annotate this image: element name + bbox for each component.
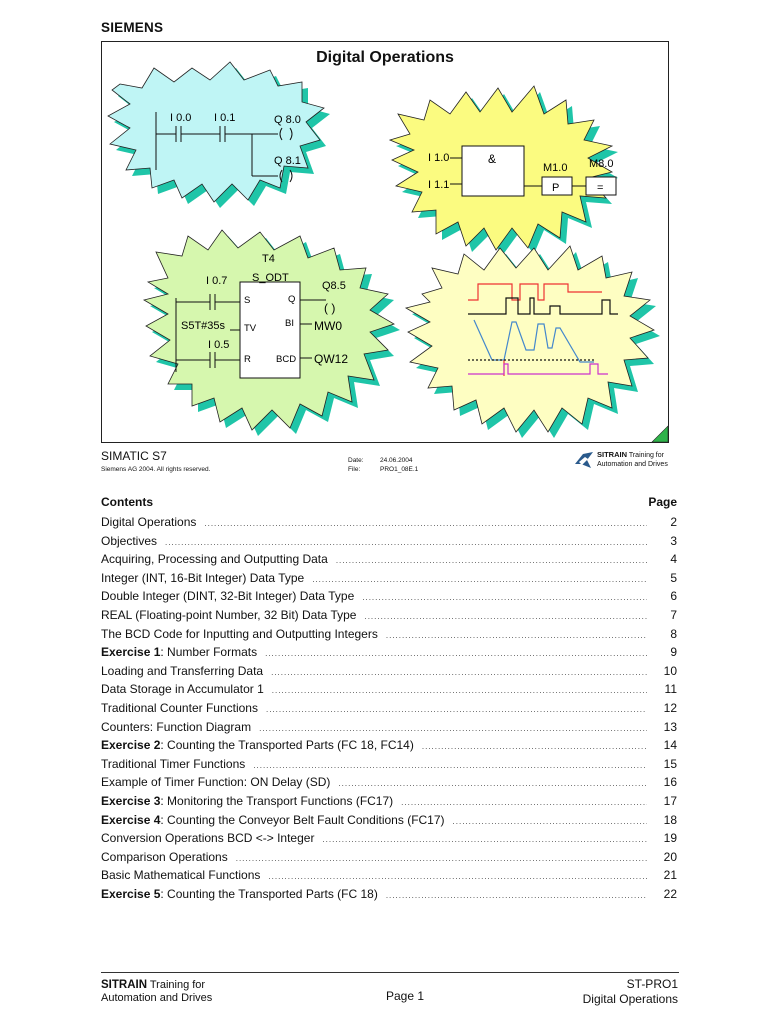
- toc-entry-title: [101, 738, 414, 752]
- waveform-burst: [406, 246, 660, 438]
- toc-entry[interactable]: [101, 850, 677, 869]
- toc-entry-page: 4: [670, 552, 677, 567]
- toc-entry-text: Counters: Function Diagram: [101, 719, 252, 734]
- toc-entry[interactable]: [101, 887, 677, 906]
- toc-entry-text: Traditional Counter Functions: [101, 700, 258, 715]
- toc-entry-exercise: Exercise 1: [101, 645, 161, 660]
- ladder-contact2-label: I 0.1: [214, 112, 236, 124]
- toc-leader-dots: [322, 835, 647, 844]
- toc-entry-text: Conversion Operations BCD <-> Integer: [101, 831, 315, 846]
- toc-entry[interactable]: [101, 775, 677, 794]
- toc-entry-text: Comparison Operations: [101, 849, 228, 864]
- toc-entry[interactable]: [101, 515, 677, 534]
- toc-entry[interactable]: [101, 701, 677, 720]
- toc-entry-page: 22: [663, 886, 677, 901]
- toc-entry-page: 21: [663, 868, 677, 883]
- toc-entry-title: [101, 571, 304, 585]
- ladder-coil2-label: Q 8.1: [274, 155, 301, 167]
- toc-entry[interactable]: [101, 571, 677, 590]
- timer-pin-bi: BI: [285, 318, 294, 329]
- toc-leader-dots: [422, 742, 647, 751]
- toc-entry[interactable]: [101, 757, 677, 776]
- sitrain-text: [597, 450, 668, 469]
- toc-leader-dots: [364, 612, 647, 621]
- toc-entry-exercise: Exercise 4: [101, 812, 161, 827]
- footer-page-number: Page 1: [386, 989, 425, 1003]
- toc-entry[interactable]: [101, 589, 677, 608]
- toc-entry-title: [101, 589, 354, 603]
- table-of-contents: [101, 515, 677, 905]
- toc-entry-page: 9: [670, 645, 677, 660]
- toc-entry-page: 18: [663, 812, 677, 827]
- toc-leader-dots: [271, 668, 647, 677]
- toc-leader-dots: [265, 649, 647, 658]
- toc-leader-dots: [401, 798, 647, 807]
- toc-entry-text: : Number Formats: [160, 645, 258, 660]
- page-column-label: Page: [648, 495, 677, 509]
- toc-leader-dots: [259, 724, 647, 733]
- toc-entry[interactable]: [101, 831, 677, 850]
- footer-divider: [101, 972, 679, 973]
- footer-sitrain-name: SITRAIN: [101, 979, 147, 991]
- toc-entry-page: 14: [663, 738, 677, 753]
- timer-q-output-label: Q8.5: [322, 280, 346, 292]
- footer-topic: Digital Operations: [582, 992, 678, 1006]
- toc-entry-page: 5: [670, 570, 677, 585]
- toc-entry-text: Loading and Transferring Data: [101, 663, 264, 678]
- product-name: SIMATIC S7: [101, 449, 167, 463]
- toc-entry-page: 15: [663, 756, 677, 771]
- timer-r-input-label: I 0.5: [208, 339, 230, 351]
- toc-leader-dots: [253, 761, 647, 770]
- timer-pin-r: R: [244, 354, 251, 365]
- toc-entry-page: 13: [663, 719, 677, 734]
- fbd-assign-box: =: [597, 182, 604, 194]
- toc-entry-title: [101, 775, 330, 789]
- footer-course-code: ST-PRO1: [626, 977, 678, 991]
- corner-mark: [652, 426, 668, 442]
- toc-leader-dots: [453, 817, 647, 826]
- toc-entry-text: : Monitoring the Transport Functions (FC17): [160, 793, 394, 808]
- slide-graphics: [102, 42, 668, 442]
- contents-header: [101, 495, 677, 509]
- toc-entry-title: [101, 757, 245, 771]
- sitrain-name: SITRAIN: [597, 450, 627, 459]
- timer-number: T4: [262, 253, 275, 265]
- toc-entry-page: 12: [663, 700, 677, 715]
- toc-entry[interactable]: [101, 794, 677, 813]
- file-value: PRO1_08E.1: [380, 466, 419, 473]
- toc-entry[interactable]: [101, 534, 677, 553]
- fbd-input1-label: I 1.0: [428, 152, 450, 164]
- siemens-logo: SIEMENS: [101, 20, 164, 35]
- toc-leader-dots: [312, 575, 647, 584]
- copyright: Siemens AG 2004. All rights reserved.: [101, 466, 211, 473]
- timer-pin-s: S: [244, 295, 251, 306]
- toc-entry-text: : Counting the Transported Parts (FC 18): [160, 886, 378, 901]
- toc-entry-text: Data Storage in Accumulator 1: [101, 682, 264, 697]
- toc-entry-page: 7: [670, 607, 677, 622]
- toc-leader-dots: [268, 872, 647, 881]
- toc-entry-page: 8: [670, 626, 677, 641]
- toc-entry-page: 2: [670, 515, 677, 529]
- timer-tv-value: S5T#35s: [181, 320, 226, 332]
- toc-entry-page: 11: [664, 682, 677, 697]
- timer-bcd-output: QW12: [314, 352, 349, 366]
- toc-entry[interactable]: [101, 813, 677, 832]
- toc-leader-dots: [165, 538, 647, 547]
- timer-pin-bcd: BCD: [276, 354, 297, 365]
- toc-entry[interactable]: [101, 664, 677, 683]
- toc-leader-dots: [272, 686, 647, 695]
- toc-entry-title: [101, 645, 257, 659]
- timer-pin-tv: TV: [244, 323, 257, 334]
- toc-entry-title: [101, 813, 445, 827]
- toc-entry[interactable]: [101, 738, 677, 757]
- toc-entry[interactable]: [101, 608, 677, 627]
- slide-meta-left: [101, 449, 210, 473]
- sitrain-logo-icon: [573, 450, 595, 470]
- toc-entry[interactable]: [101, 868, 677, 887]
- timer-burst: [144, 230, 400, 436]
- fbd-and-symbol: &: [488, 152, 497, 166]
- fbd-flag2-label: M8.0: [589, 158, 614, 170]
- toc-leader-dots: [362, 593, 647, 602]
- date-label: Date:: [348, 457, 364, 464]
- toc-entry-title: [101, 701, 258, 715]
- toc-entry-text: Basic Mathematical Functions: [101, 868, 261, 883]
- toc-entry-exercise: Exercise 3: [101, 793, 161, 808]
- toc-entry-title: [101, 534, 157, 548]
- toc-entry-title: [101, 552, 328, 566]
- fbd-p-box: P: [552, 182, 560, 194]
- toc-entry-page: 10: [663, 663, 677, 678]
- toc-entry-exercise: Exercise 5: [101, 886, 161, 901]
- toc-entry-text: REAL (Floating-point Number, 32 Bit) Data Type: [101, 607, 357, 622]
- timer-s-input-label: I 0.7: [206, 275, 228, 287]
- toc-entry-title: [101, 850, 228, 864]
- toc-entry-title: [101, 627, 378, 641]
- date-value: 24.06.2004: [380, 457, 413, 464]
- toc-entry[interactable]: [101, 627, 677, 646]
- toc-entry-text: : Counting the Conveyor Belt Fault Conditions (FC17): [160, 812, 445, 827]
- toc-leader-dots: [204, 519, 647, 528]
- toc-entry-title: [101, 608, 356, 622]
- toc-entry-text: : Counting the Transported Parts (FC 18, FC14): [160, 738, 414, 753]
- toc-entry-title: [101, 682, 264, 696]
- file-label: File:: [348, 466, 361, 473]
- toc-entry-page: 20: [663, 849, 677, 864]
- toc-leader-dots: [266, 705, 647, 714]
- timer-bi-output: MW0: [314, 319, 342, 333]
- toc-entry-text: Traditional Timer Functions: [101, 756, 246, 771]
- toc-entry-title: [101, 515, 196, 529]
- toc-entry-title: [101, 794, 393, 808]
- toc-entry-exercise: Exercise 2: [101, 738, 161, 753]
- toc-leader-dots: [386, 891, 647, 900]
- toc-entry[interactable]: [101, 682, 677, 701]
- slide-meta-info: [348, 456, 418, 474]
- toc-entry-title: [101, 664, 263, 678]
- toc-entry-page: 3: [670, 533, 677, 548]
- toc-entry-page: 6: [670, 589, 677, 604]
- footer-training2: Automation and Drives: [101, 992, 213, 1004]
- toc-entry-text: The BCD Code for Inputting and Outputting Integers: [101, 626, 378, 641]
- timer-type: S_ODT: [252, 272, 289, 284]
- footer-training1: Training for: [149, 979, 206, 991]
- toc-entry[interactable]: [101, 552, 677, 571]
- timer-coil: ( ): [324, 301, 336, 315]
- toc-entry-text: Integer (INT, 16-Bit Integer) Data Type: [101, 570, 305, 585]
- contents-title: Contents: [101, 495, 153, 509]
- toc-entry-title: [101, 720, 251, 734]
- toc-leader-dots: [338, 779, 647, 788]
- footer-course: [583, 977, 678, 1007]
- toc-entry-text: Acquiring, Processing and Outputting Data: [101, 552, 328, 567]
- toc-entry-page: 16: [663, 775, 677, 790]
- toc-leader-dots: [386, 631, 647, 640]
- toc-entry-page: 17: [663, 793, 677, 808]
- ladder-burst: [108, 62, 330, 208]
- toc-entry-title: [101, 887, 378, 901]
- fbd-input2-label: I 1.1: [428, 179, 450, 191]
- footer-sitrain: [101, 979, 212, 1005]
- toc-entry[interactable]: [101, 720, 677, 739]
- toc-entry-title: [101, 831, 314, 845]
- slide-title: Digital Operations: [316, 49, 454, 66]
- fbd-flag1-label: M1.0: [543, 162, 568, 174]
- toc-entry-title: [101, 868, 260, 882]
- toc-entry-text: Digital Operations: [101, 515, 197, 529]
- ladder-contact1-label: I 0.0: [170, 112, 192, 124]
- toc-leader-dots: [336, 556, 647, 565]
- toc-entry-text: Double Integer (DINT, 32-Bit Integer) Data Type: [101, 589, 355, 604]
- slide-illustration: [101, 41, 669, 443]
- fbd-burst: [390, 86, 618, 256]
- training-line2: Automation and Drives: [597, 461, 668, 468]
- toc-entry-text: Objectives: [101, 533, 158, 548]
- timer-pin-q: Q: [288, 294, 296, 305]
- toc-leader-dots: [236, 854, 647, 863]
- toc-entry[interactable]: [101, 645, 677, 664]
- toc-entry-page: 19: [663, 831, 677, 846]
- toc-entry-text: Example of Timer Function: ON Delay (SD): [101, 775, 331, 790]
- ladder-coil1-label: Q 8.0: [274, 114, 301, 126]
- sitrain-logo-block: [573, 450, 668, 475]
- training-line1: Training for: [628, 452, 664, 459]
